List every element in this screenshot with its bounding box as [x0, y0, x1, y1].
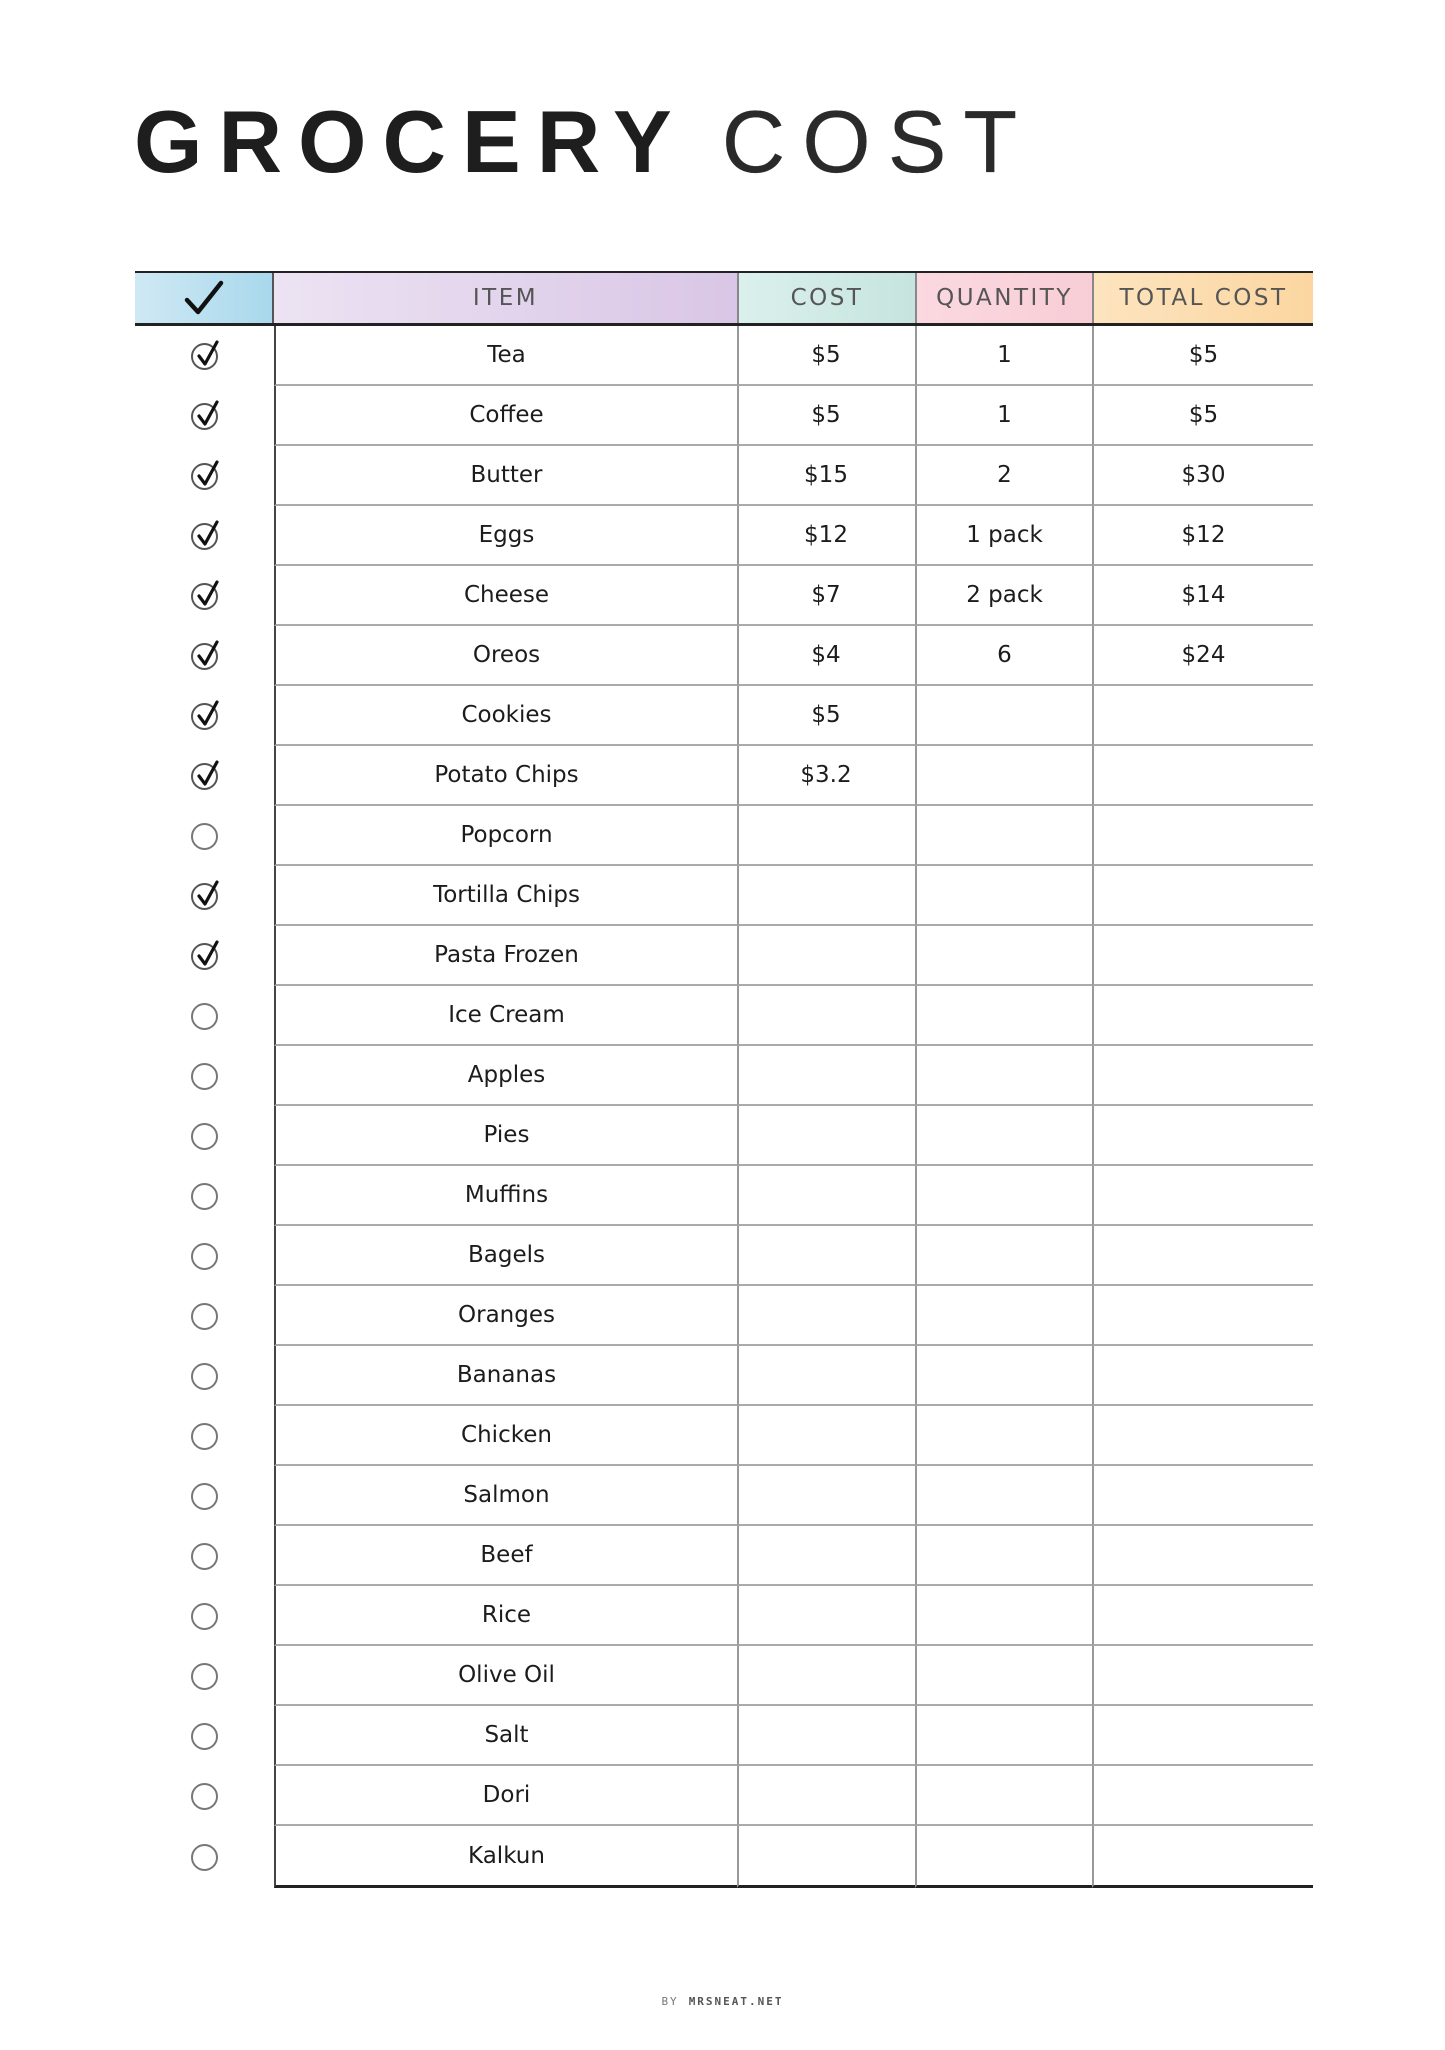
empty-circle-checkbox[interactable]	[191, 1543, 218, 1570]
row-quantity[interactable]: 1	[915, 326, 1092, 386]
row-item[interactable]: Salmon	[274, 1466, 737, 1526]
row-quantity[interactable]	[915, 1766, 1092, 1826]
row-check-cell	[135, 1346, 274, 1406]
row-cost[interactable]: $3.2	[737, 746, 915, 806]
row-quantity[interactable]	[915, 986, 1092, 1046]
row-total-cost[interactable]	[1092, 866, 1313, 926]
checked-circle-checkbox[interactable]	[191, 403, 218, 430]
empty-circle-checkbox[interactable]	[191, 1603, 218, 1630]
row-total-cost[interactable]: $14	[1092, 566, 1313, 626]
table-row	[135, 1526, 1313, 1586]
row-check-cell	[135, 1706, 274, 1766]
row-total-cost[interactable]	[1092, 986, 1313, 1046]
row-total-cost[interactable]	[1092, 806, 1313, 866]
row-item[interactable]: Bananas	[274, 1346, 737, 1406]
row-cost[interactable]	[737, 1586, 915, 1646]
table-body	[135, 326, 1313, 1888]
title-bold-word: GROCERY	[134, 92, 688, 191]
checked-circle-checkbox[interactable]	[191, 643, 218, 670]
row-total-cost[interactable]: $30	[1092, 446, 1313, 506]
row-check-cell	[135, 1406, 274, 1466]
header-quantity: QUANTITY	[915, 273, 1092, 323]
row-quantity[interactable]	[915, 746, 1092, 806]
row-cost[interactable]: $5	[737, 386, 915, 446]
row-quantity[interactable]	[915, 806, 1092, 866]
empty-circle-checkbox[interactable]	[191, 1483, 218, 1510]
header-total-cost: TOTAL COST	[1092, 273, 1313, 323]
table-row	[135, 1226, 1313, 1286]
row-total-cost[interactable]	[1092, 1586, 1313, 1646]
row-quantity[interactable]	[915, 1466, 1092, 1526]
row-total-cost[interactable]: $5	[1092, 326, 1313, 386]
table-row	[135, 866, 1313, 926]
row-check-cell	[135, 1766, 274, 1826]
row-check-cell	[135, 626, 274, 686]
row-total-cost[interactable]	[1092, 686, 1313, 746]
row-cost[interactable]	[737, 1286, 915, 1346]
row-total-cost[interactable]	[1092, 1766, 1313, 1826]
empty-circle-checkbox[interactable]	[191, 1663, 218, 1690]
row-cost[interactable]: $7	[737, 566, 915, 626]
row-cost[interactable]: $5	[737, 686, 915, 746]
table-row	[135, 926, 1313, 986]
table-row	[135, 1286, 1313, 1346]
row-check-cell	[135, 1286, 274, 1346]
row-item[interactable]: Ice Cream	[274, 986, 737, 1046]
row-check-cell	[135, 386, 274, 446]
table-row	[135, 1046, 1313, 1106]
row-total-cost[interactable]: $5	[1092, 386, 1313, 446]
row-check-cell	[135, 686, 274, 746]
row-item[interactable]: Cheese	[274, 566, 737, 626]
row-item[interactable]: Chicken	[274, 1406, 737, 1466]
row-item[interactable]: Bagels	[274, 1226, 737, 1286]
checked-circle-checkbox[interactable]	[191, 703, 218, 730]
empty-circle-checkbox[interactable]	[191, 1723, 218, 1750]
checkmark-icon	[194, 699, 220, 729]
table-row	[135, 1826, 1313, 1888]
empty-circle-checkbox[interactable]	[191, 823, 218, 850]
checked-circle-checkbox[interactable]	[191, 523, 218, 550]
table-row	[135, 1646, 1313, 1706]
row-check-cell	[135, 1046, 274, 1106]
row-total-cost[interactable]	[1092, 1046, 1313, 1106]
row-quantity[interactable]	[915, 1226, 1092, 1286]
row-check-cell	[135, 1586, 274, 1646]
row-cost[interactable]	[737, 1766, 915, 1826]
checkmark-icon	[194, 459, 220, 489]
row-total-cost[interactable]	[1092, 1106, 1313, 1166]
empty-circle-checkbox[interactable]	[191, 1243, 218, 1270]
row-cost[interactable]	[737, 1466, 915, 1526]
table-row	[135, 1706, 1313, 1766]
table-row	[135, 806, 1313, 866]
row-quantity[interactable]	[915, 1586, 1092, 1646]
row-item[interactable]: Salt	[274, 1706, 737, 1766]
row-total-cost[interactable]	[1092, 1526, 1313, 1586]
checkmark-icon	[194, 579, 220, 609]
row-check-cell	[135, 926, 274, 986]
table-header-row	[135, 271, 1313, 326]
footer-credit	[0, 1995, 1445, 2008]
empty-circle-checkbox[interactable]	[191, 1363, 218, 1390]
row-item[interactable]: Cookies	[274, 686, 737, 746]
row-quantity[interactable]: 1 pack	[915, 506, 1092, 566]
row-check-cell	[135, 1106, 274, 1166]
row-quantity[interactable]	[915, 1526, 1092, 1586]
row-check-cell	[135, 866, 274, 926]
table-row	[135, 986, 1313, 1046]
checkmark-icon	[194, 519, 220, 549]
row-total-cost[interactable]	[1092, 926, 1313, 986]
page-title	[134, 92, 1034, 192]
row-total-cost[interactable]	[1092, 1166, 1313, 1226]
empty-circle-checkbox[interactable]	[191, 1123, 218, 1150]
table-row	[135, 326, 1313, 386]
row-cost[interactable]	[737, 1166, 915, 1226]
table-row	[135, 566, 1313, 626]
row-item[interactable]: Coffee	[274, 386, 737, 446]
header-item: ITEM	[274, 273, 737, 323]
row-check-cell	[135, 1166, 274, 1226]
row-item[interactable]: Pies	[274, 1106, 737, 1166]
row-item[interactable]: Eggs	[274, 506, 737, 566]
empty-circle-checkbox[interactable]	[191, 1003, 218, 1030]
checked-circle-checkbox[interactable]	[191, 463, 218, 490]
row-item[interactable]: Potato Chips	[274, 746, 737, 806]
grocery-cost-table	[135, 271, 1313, 1888]
row-cost[interactable]: $5	[737, 326, 915, 386]
row-quantity[interactable]: 6	[915, 626, 1092, 686]
empty-circle-checkbox[interactable]	[191, 1303, 218, 1330]
table-row	[135, 626, 1313, 686]
row-check-cell	[135, 1646, 274, 1706]
checkmark-icon	[194, 639, 220, 669]
row-quantity[interactable]	[915, 1286, 1092, 1346]
footer-by: BY	[661, 1995, 679, 2008]
row-cost[interactable]	[737, 1346, 915, 1406]
checked-circle-checkbox[interactable]	[191, 763, 218, 790]
row-cost[interactable]	[737, 1646, 915, 1706]
row-cost[interactable]	[737, 1106, 915, 1166]
table-row	[135, 446, 1313, 506]
title-light-word: COST	[721, 92, 1035, 191]
row-total-cost[interactable]	[1092, 1706, 1313, 1766]
empty-circle-checkbox[interactable]	[191, 1423, 218, 1450]
row-quantity[interactable]	[915, 1646, 1092, 1706]
row-cost[interactable]	[737, 926, 915, 986]
row-cost[interactable]	[737, 1406, 915, 1466]
row-cost[interactable]: $15	[737, 446, 915, 506]
row-item[interactable]: Tortilla Chips	[274, 866, 737, 926]
row-quantity[interactable]: 1	[915, 386, 1092, 446]
checked-circle-checkbox[interactable]	[191, 583, 218, 610]
row-item[interactable]: Muffins	[274, 1166, 737, 1226]
row-quantity[interactable]	[915, 926, 1092, 986]
row-total-cost[interactable]	[1092, 746, 1313, 806]
row-quantity[interactable]: 2	[915, 446, 1092, 506]
table-row	[135, 686, 1313, 746]
row-quantity[interactable]	[915, 1706, 1092, 1766]
row-cost[interactable]	[737, 1526, 915, 1586]
row-cost[interactable]	[737, 1706, 915, 1766]
checked-circle-checkbox[interactable]	[191, 943, 218, 970]
row-quantity[interactable]	[915, 1346, 1092, 1406]
empty-circle-checkbox[interactable]	[191, 1183, 218, 1210]
row-quantity[interactable]	[915, 686, 1092, 746]
table-row	[135, 1466, 1313, 1526]
checkmark-icon	[194, 939, 220, 969]
row-item[interactable]: Beef	[274, 1526, 737, 1586]
footer-site: MRSNEAT.NET	[688, 1995, 784, 2008]
row-total-cost[interactable]	[1092, 1346, 1313, 1406]
row-cost[interactable]	[737, 1226, 915, 1286]
checkmark-icon	[194, 339, 220, 369]
row-item[interactable]: Apples	[274, 1046, 737, 1106]
table-row	[135, 1406, 1313, 1466]
row-check-cell	[135, 1826, 274, 1888]
row-item[interactable]: Rice	[274, 1586, 737, 1646]
row-quantity[interactable]	[915, 1166, 1092, 1226]
row-item[interactable]: Butter	[274, 446, 737, 506]
empty-circle-checkbox[interactable]	[191, 1844, 218, 1871]
row-quantity[interactable]	[915, 1106, 1092, 1166]
checkmark-icon	[194, 759, 220, 789]
row-quantity[interactable]	[915, 1046, 1092, 1106]
row-quantity[interactable]	[915, 866, 1092, 926]
header-cost: COST	[737, 273, 915, 323]
row-total-cost[interactable]	[1092, 1406, 1313, 1466]
row-total-cost[interactable]: $24	[1092, 626, 1313, 686]
row-cost[interactable]	[737, 986, 915, 1046]
row-total-cost[interactable]	[1092, 1286, 1313, 1346]
row-item[interactable]: Oreos	[274, 626, 737, 686]
table-row	[135, 1346, 1313, 1406]
row-check-cell	[135, 446, 274, 506]
table-row	[135, 1106, 1313, 1166]
row-cost[interactable]	[737, 1046, 915, 1106]
row-cost[interactable]	[737, 866, 915, 926]
row-cost[interactable]	[737, 806, 915, 866]
table-row	[135, 506, 1313, 566]
table-row	[135, 1166, 1313, 1226]
row-cost[interactable]: $4	[737, 626, 915, 686]
row-item[interactable]: Olive Oil	[274, 1646, 737, 1706]
row-item[interactable]: Dori	[274, 1766, 737, 1826]
checkmark-icon	[194, 879, 220, 909]
row-check-cell	[135, 986, 274, 1046]
row-item[interactable]: Tea	[274, 326, 737, 386]
row-check-cell	[135, 566, 274, 626]
checkmark-icon	[194, 399, 220, 429]
table-row	[135, 1586, 1313, 1646]
row-total-cost[interactable]	[1092, 1826, 1313, 1888]
check-icon	[183, 279, 225, 317]
row-check-cell	[135, 1226, 274, 1286]
row-cost[interactable]: $12	[737, 506, 915, 566]
table-row	[135, 1766, 1313, 1826]
table-row	[135, 386, 1313, 446]
row-check-cell	[135, 806, 274, 866]
table-row	[135, 746, 1313, 806]
row-item[interactable]: Pasta Frozen	[274, 926, 737, 986]
row-quantity[interactable]: 2 pack	[915, 566, 1092, 626]
row-total-cost[interactable]	[1092, 1226, 1313, 1286]
row-quantity[interactable]	[915, 1406, 1092, 1466]
row-item[interactable]: Kalkun	[274, 1826, 737, 1888]
row-check-cell	[135, 746, 274, 806]
row-item[interactable]: Popcorn	[274, 806, 737, 866]
checked-circle-checkbox[interactable]	[191, 343, 218, 370]
row-check-cell	[135, 326, 274, 386]
row-check-cell	[135, 1466, 274, 1526]
empty-circle-checkbox[interactable]	[191, 1063, 218, 1090]
row-total-cost[interactable]	[1092, 1646, 1313, 1706]
row-cost[interactable]	[737, 1826, 915, 1888]
header-check-cell	[135, 273, 274, 323]
empty-circle-checkbox[interactable]	[191, 1783, 218, 1810]
row-check-cell	[135, 1526, 274, 1586]
row-item[interactable]: Oranges	[274, 1286, 737, 1346]
row-quantity[interactable]	[915, 1826, 1092, 1888]
row-check-cell	[135, 506, 274, 566]
row-total-cost[interactable]: $12	[1092, 506, 1313, 566]
checked-circle-checkbox[interactable]	[191, 883, 218, 910]
row-total-cost[interactable]	[1092, 1466, 1313, 1526]
